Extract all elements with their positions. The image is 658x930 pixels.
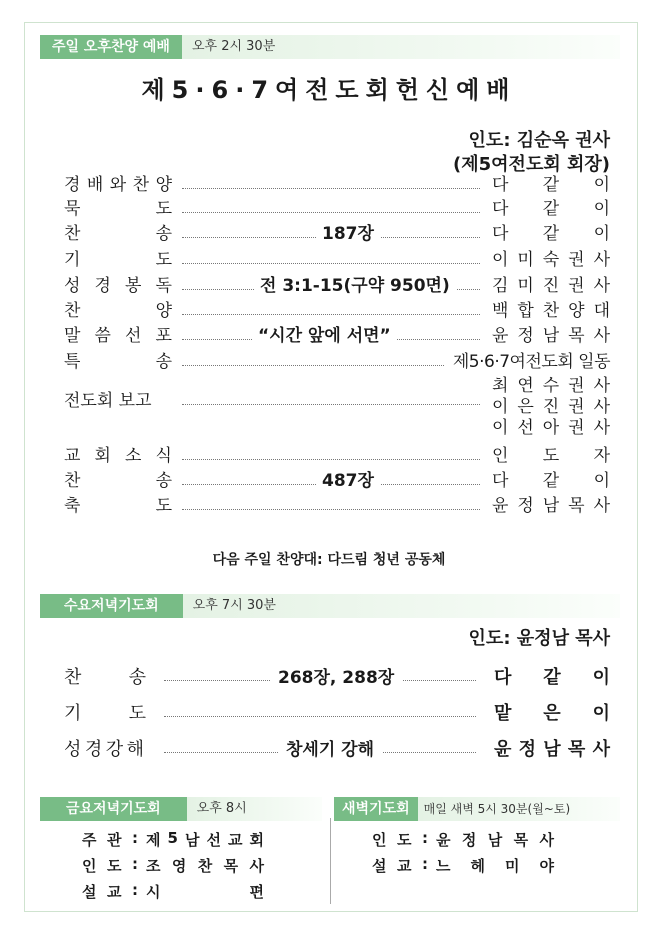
- item-detail: 487장: [316, 469, 380, 493]
- item-person: 다 같 이: [492, 199, 610, 219]
- list-item: [64, 699, 610, 729]
- list-item: [64, 444, 610, 468]
- item-label: 성 경 강 해: [64, 739, 144, 760]
- list-item: [64, 663, 610, 693]
- detail-key: 인 도 :: [82, 855, 138, 875]
- detail-value: 느 헤 미 야: [436, 857, 554, 875]
- section-label: 수요저녁기도회: [40, 594, 183, 618]
- list-item: [372, 829, 554, 850]
- report-name: 최 연 수 권 사: [492, 376, 610, 396]
- item-detail: 187장: [316, 222, 380, 246]
- list-item: [64, 469, 610, 493]
- list-item: [64, 324, 610, 348]
- item-person: 다 같 이: [492, 224, 610, 244]
- item-person: 이 미 숙 권 사: [492, 250, 610, 270]
- item-label: 전도회 보고: [64, 391, 152, 411]
- detail-value: 제 5 남 선 교 회: [146, 829, 264, 849]
- item-label: 찬 송: [64, 471, 172, 491]
- item-label: 경 배 와 찬 양: [64, 175, 172, 195]
- item-label: 축 도: [64, 496, 172, 516]
- detail-value: 조 영 찬 목 사: [146, 857, 264, 875]
- list-item: [64, 350, 610, 374]
- leader-dots: [182, 212, 480, 213]
- item-label: 찬 송: [64, 224, 172, 244]
- service-title: 제5·6·7여전도회헌신예배: [141, 76, 517, 104]
- leader-dots: [182, 188, 480, 189]
- detail-value: 윤 정 남 목 사: [436, 831, 554, 849]
- section-label: 새벽기도회: [334, 797, 418, 821]
- item-label: 성 경 봉 독: [64, 276, 172, 296]
- list-item: [372, 855, 554, 876]
- item-person: 윤 정 남 목 사: [492, 496, 610, 516]
- item-label: 찬 양: [64, 301, 172, 321]
- detail-key: 인 도 :: [372, 829, 428, 849]
- item-detail: 268장, 288장: [270, 663, 402, 693]
- item-label: 기 도: [64, 703, 146, 724]
- item-person: 윤 정 남 목 사: [494, 739, 610, 760]
- list-item: [64, 299, 610, 323]
- list-item: [64, 735, 610, 765]
- list-item: [82, 855, 264, 876]
- leader-dots: [182, 404, 480, 405]
- item-detail: “시간 앞에 서면”: [252, 324, 397, 348]
- report-name: 이 선 아 권 사: [492, 418, 610, 438]
- list-item: [82, 829, 264, 850]
- leader: 인도: 김순옥 권사: [468, 130, 610, 151]
- detail-key: 주 관 :: [82, 829, 138, 849]
- list-item: [64, 274, 610, 298]
- wednesday-header: [40, 594, 620, 618]
- list-item: [64, 494, 610, 518]
- item-person: 맡 은 이: [494, 703, 610, 724]
- sunday-header: [40, 35, 620, 59]
- detail-value: 시 편: [146, 883, 264, 901]
- list-item: [64, 173, 610, 197]
- item-label: 특 송: [64, 352, 172, 372]
- section-time: 매일 새벽 5시 30분(월~토): [418, 797, 620, 821]
- item-person: 인 도 자: [492, 446, 610, 466]
- leader-sub: (제5여전도회 회장): [453, 154, 610, 175]
- item-person: 다 같 이: [492, 471, 610, 491]
- leader-dots: [182, 365, 444, 366]
- section-label: 금요저녁기도회: [40, 797, 187, 821]
- leader-dots: [182, 459, 480, 460]
- list-item: [64, 248, 610, 272]
- section-time: 오후 2시 30분: [182, 35, 620, 59]
- section-time: 오후 7시 30분: [183, 594, 620, 618]
- column-divider: [330, 818, 331, 904]
- report-names: [492, 376, 610, 439]
- next-choir: 다음 주일 찬양대: 다드림 청년 공동체: [212, 552, 446, 568]
- item-person: 제5·6·7여전도회 일동: [452, 352, 610, 372]
- item-label: 묵 도: [64, 199, 172, 219]
- list-item: [64, 197, 610, 221]
- item-label: 말 씀 선 포: [64, 326, 172, 346]
- section-label: 주일 오후찬양 예배: [40, 35, 182, 59]
- leader-dots: [182, 314, 480, 315]
- item-label: 기 도: [64, 250, 172, 270]
- dawn-header: [334, 797, 620, 821]
- leader-dots: [164, 716, 476, 717]
- leader-dots: [182, 263, 480, 264]
- report-name: 이 은 진 권 사: [492, 397, 610, 417]
- list-item: [82, 881, 264, 902]
- item-person: 윤 정 남 목 사: [492, 326, 610, 346]
- item-person: 김 미 진 권 사: [492, 276, 610, 296]
- list-item: [64, 222, 610, 246]
- item-person: 다 같 이: [492, 175, 610, 195]
- detail-key: 설 교 :: [372, 855, 428, 875]
- item-person: 다 같 이: [494, 667, 610, 688]
- item-detail: 전 3:1-15(구약 950면): [254, 274, 456, 298]
- detail-key: 설 교 :: [82, 881, 138, 901]
- friday-header: [40, 797, 322, 821]
- item-label: 교 회 소 식: [64, 446, 172, 466]
- section-time: 오후 8시: [187, 797, 322, 821]
- list-item: [64, 376, 610, 438]
- item-detail: 창세기 강해: [278, 735, 382, 765]
- leader-dots: [182, 509, 480, 510]
- item-label: 찬 송: [64, 667, 146, 688]
- item-person: 백 합 찬 양 대: [492, 301, 610, 321]
- leader: 인도: 윤정남 목사: [468, 628, 610, 649]
